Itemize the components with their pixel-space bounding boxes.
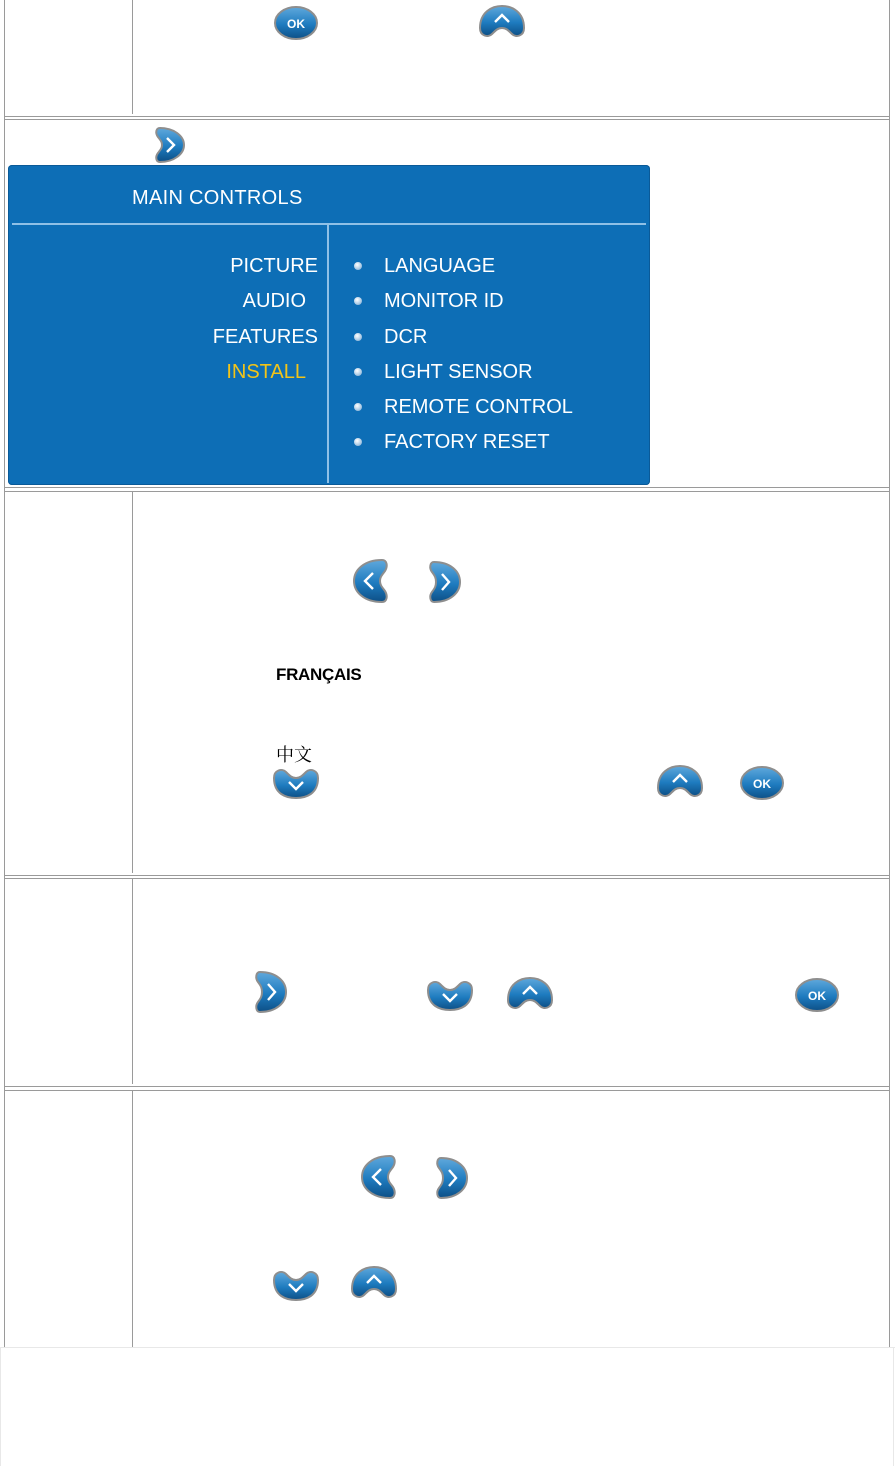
right-arrow-button-icon xyxy=(152,124,190,166)
svg-text:OK: OK xyxy=(287,17,305,31)
osd-menu-title: MAIN CONTROLS xyxy=(132,187,303,209)
osd-item-light-sensor[interactable]: LIGHT SENSOR xyxy=(354,355,573,390)
left-arrow-button-icon xyxy=(350,556,390,606)
bottom-box-right xyxy=(893,1347,894,1466)
osd-category-picture[interactable]: PICTURE xyxy=(230,255,318,277)
osd-column-divider xyxy=(327,225,329,483)
bullet-icon xyxy=(354,297,362,305)
col-divider-row3 xyxy=(132,491,133,873)
osd-title-divider xyxy=(12,223,646,225)
osd-item-dcr[interactable]: DCR xyxy=(354,320,573,355)
bullet-icon xyxy=(354,438,362,446)
osd-category-audio[interactable]: AUDIO xyxy=(242,290,306,313)
ok-button-icon xyxy=(793,976,841,1014)
right-arrow-button-icon xyxy=(433,1154,471,1202)
up-arrow-button-icon xyxy=(654,762,706,802)
row-border-3b xyxy=(4,878,890,879)
language-option-french: FRANÇAIS xyxy=(276,665,362,684)
up-arrow-button-icon xyxy=(504,974,556,1014)
svg-text:OK: OK xyxy=(808,989,826,1003)
osd-main-controls-menu xyxy=(8,165,650,485)
down-arrow-button-icon xyxy=(424,976,476,1014)
row-border-1b xyxy=(4,119,890,120)
col-divider-row4 xyxy=(132,878,133,1084)
osd-item-language[interactable]: LANGUAGE xyxy=(354,249,573,284)
row-border-4 xyxy=(4,1086,890,1087)
osd-item-list xyxy=(354,249,573,461)
bottom-box-left xyxy=(0,1347,1,1466)
bullet-icon xyxy=(354,262,362,270)
osd-item-remote-control[interactable]: REMOTE CONTROL xyxy=(354,390,573,425)
osd-category-install[interactable]: INSTALL xyxy=(226,360,306,383)
col-divider-row5 xyxy=(132,1090,133,1347)
bullet-icon xyxy=(354,368,362,376)
svg-text:OK: OK xyxy=(753,777,771,791)
language-option-chinese: 中文 xyxy=(276,745,312,765)
row-border-4b xyxy=(4,1090,890,1091)
up-arrow-button-icon xyxy=(476,2,528,42)
bullet-icon xyxy=(354,333,362,341)
right-arrow-button-icon xyxy=(252,968,290,1016)
osd-category-list xyxy=(213,249,318,390)
bottom-box-top xyxy=(0,1347,895,1348)
col-divider-row1 xyxy=(132,0,133,114)
row-border-3 xyxy=(4,875,890,876)
right-arrow-button-icon xyxy=(426,558,464,606)
ok-button-icon xyxy=(738,764,786,802)
osd-item-factory-reset[interactable]: FACTORY RESET xyxy=(354,425,573,460)
left-arrow-button-icon xyxy=(358,1152,398,1202)
row-border-1 xyxy=(4,116,890,117)
up-arrow-button-icon xyxy=(348,1263,400,1303)
row-border-2b xyxy=(4,491,890,492)
osd-category-features[interactable]: FEATURES xyxy=(212,325,318,348)
down-arrow-button-icon xyxy=(270,764,322,802)
table-left-border xyxy=(4,0,5,1347)
row-border-2 xyxy=(4,487,890,488)
table-right-border xyxy=(889,0,890,1347)
ok-button-icon xyxy=(272,4,320,42)
down-arrow-button-icon xyxy=(270,1266,322,1304)
bullet-icon xyxy=(354,403,362,411)
osd-item-monitor-id[interactable]: MONITOR ID xyxy=(354,284,573,319)
